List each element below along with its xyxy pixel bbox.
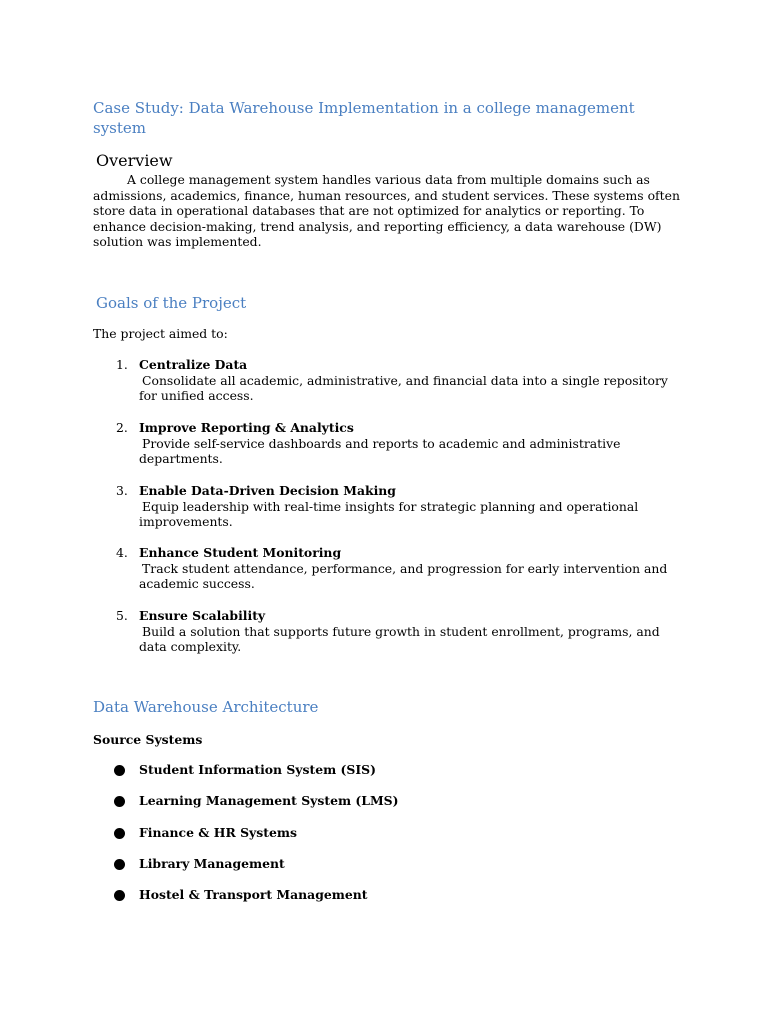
source-system-label: Hostel & Transport Management (139, 887, 368, 902)
goal-title: Centralize Data (139, 357, 248, 372)
bullet-icon (114, 765, 125, 776)
source-system-label: Finance & HR Systems (139, 825, 297, 840)
goal-number: 2. (116, 420, 128, 435)
goal-title: Enable Data-Driven Decision Making (139, 483, 396, 498)
goal-description: Consolidate all academic, administrative, and financial data into a single repository for unified access. (139, 372, 668, 404)
bullet-icon (114, 796, 125, 807)
bullet-icon (114, 828, 125, 839)
goals-heading: Goals of the Project (96, 294, 247, 312)
goal-title: Improve Reporting & Analytics (139, 420, 354, 435)
bullet-icon (114, 890, 125, 901)
goal-description: Provide self-service dashboards and reports to academic and administrative departments. (139, 435, 621, 467)
goal-description: Track student attendance, performance, and progression for early intervention and academic success. (139, 560, 668, 592)
goal-description: Equip leadership with real-time insights for strategic planning and operational improvements. (139, 498, 639, 530)
goal-description: Build a solution that supports future growth in student enrollment, programs, and data complexity. (139, 623, 660, 655)
document-title: Case Study: Data Warehouse Implementation in a college management system (93, 99, 635, 137)
source-system-label: Library Management (139, 856, 285, 871)
source-system-label: Student Information System (SIS) (139, 762, 376, 777)
goals-intro: The project aimed to: (93, 326, 228, 341)
goal-number: 5. (116, 608, 128, 623)
goal-number: 4. (116, 545, 128, 560)
architecture-heading: Data Warehouse Architecture (93, 698, 319, 716)
overview-heading: Overview (96, 151, 173, 170)
overview-paragraph: A college management system handles various data from multiple domains such as admissions, academics, finance, human resources, and student services. These systems often store data in operational databases that are not optimized for analytics or reporting. To enhance decision-making, trend analysis, and reporting efficiency, a data warehouse (DW) solution was implemented. (93, 172, 680, 250)
goal-number: 1. (116, 357, 128, 372)
source-system-label: Learning Management System (LMS) (139, 793, 399, 808)
goal-title: Enhance Student Monitoring (139, 545, 342, 560)
bullet-icon (114, 859, 125, 870)
source-systems-heading: Source Systems (93, 732, 203, 747)
goal-title: Ensure Scalability (139, 608, 266, 623)
goal-number: 3. (116, 483, 128, 498)
